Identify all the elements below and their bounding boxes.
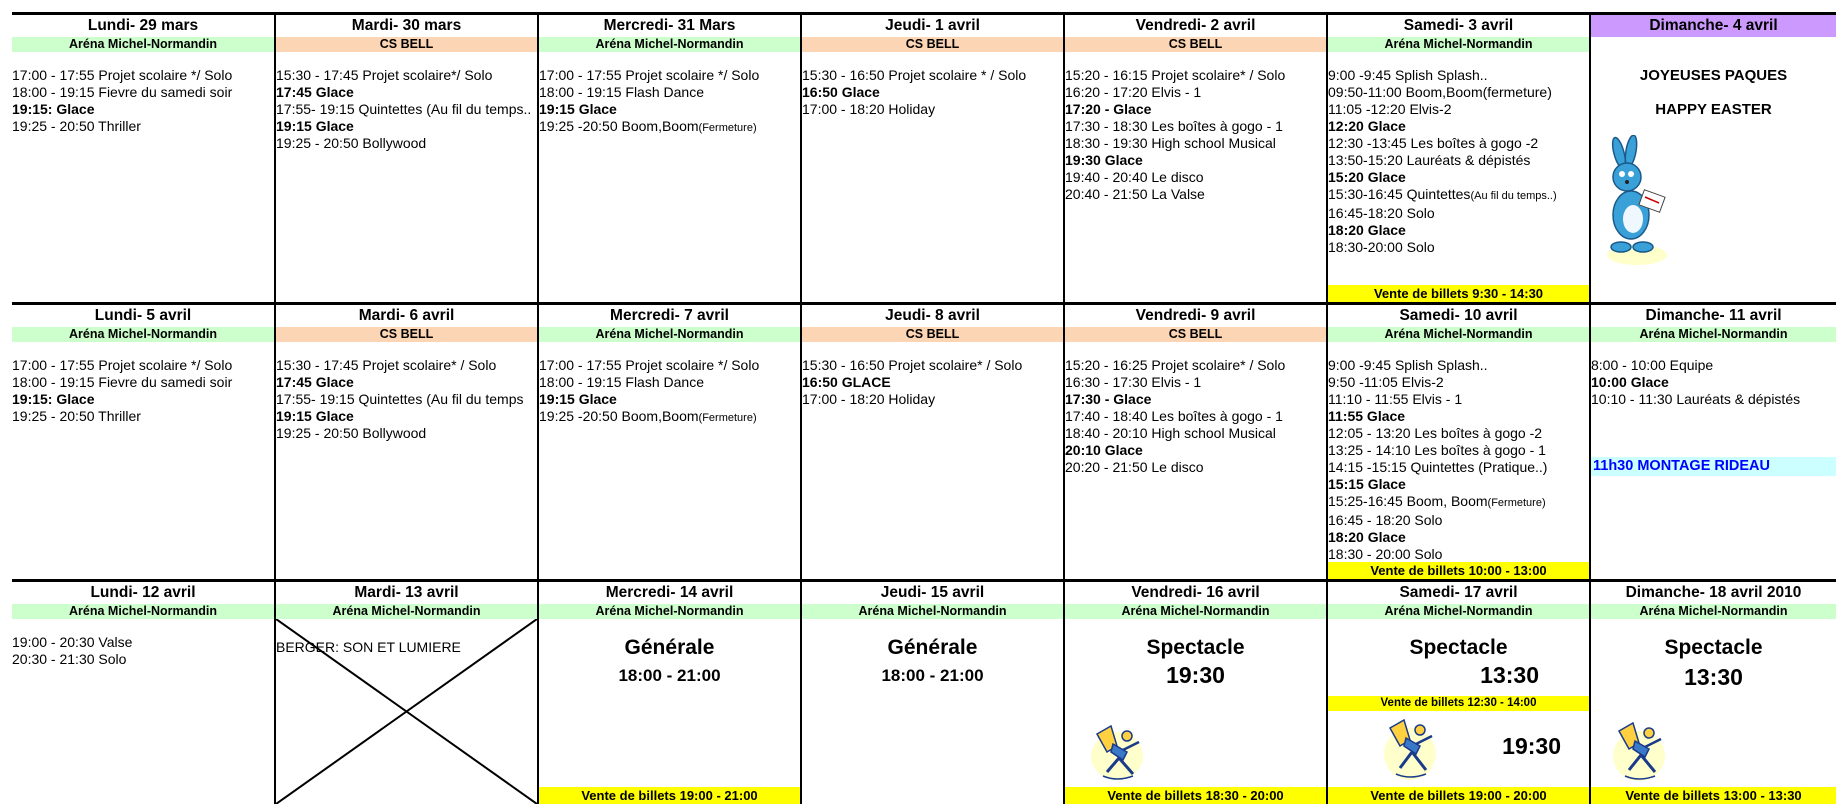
- day-mardi-13-avril: [274, 582, 537, 804]
- day-samedi-10-avril: [1326, 305, 1589, 579]
- schedule-line: 19:15: Glace: [12, 101, 95, 117]
- schedule-line: 18:00 - 19:15 Fievre du samedi soir: [12, 374, 233, 390]
- schedule-line: 20:20 - 21:50 Le disco: [1065, 459, 1204, 475]
- venue-label: Aréna Michel-Normandin: [1328, 327, 1589, 342]
- event-title: Spectacle: [1409, 636, 1508, 659]
- schedule-line: 19:15 Glace: [539, 391, 617, 407]
- schedule-line: 15:20 Glace: [1328, 169, 1406, 185]
- easter-greeting-en: HAPPY EASTER: [1655, 101, 1772, 118]
- day-header: Jeudi- 1 avril: [885, 17, 980, 34]
- day-header: Samedi- 17 avril: [1399, 584, 1518, 601]
- schedule-line: 15:15 Glace: [1328, 476, 1406, 492]
- day-jeudi-15-avril: [800, 582, 1063, 804]
- week-1: [12, 15, 1836, 302]
- schedule-line: 18:30 - 20:00 Solo: [1328, 546, 1443, 562]
- venue-label: Aréna Michel-Normandin: [1328, 604, 1589, 619]
- schedule-line: 20:40 - 21:50 La Valse: [1065, 186, 1205, 202]
- day-jeudi-1-avril: [800, 15, 1063, 302]
- schedule-line: 19:40 - 20:40 Le disco: [1065, 169, 1204, 185]
- schedule-line: 13:50-15:20 Lauréats & dépistés: [1328, 152, 1531, 168]
- schedule-line: 17:00 - 18:20 Holiday: [802, 391, 936, 407]
- schedule-line: 9:00 -9:45 Splish Splash..: [1328, 357, 1488, 373]
- event-time-matinee: 13:30: [1480, 662, 1539, 688]
- day-header: Lundi- 5 avril: [94, 307, 192, 324]
- schedule-line: 15:30 - 17:45 Projet scolaire* / Solo: [276, 357, 497, 373]
- event-title: Spectacle: [1146, 636, 1245, 659]
- event-time: 13:30: [1684, 664, 1743, 690]
- schedule-line: 17:00 - 17:55 Projet scolaire */ Solo: [539, 67, 760, 83]
- day-header: Mercredi- 14 avril: [605, 584, 734, 601]
- schedule-line: 12:30 -13:45 Les boîtes à gogo -2: [1328, 135, 1539, 151]
- schedule-line: 10:00 Glace: [1591, 374, 1669, 390]
- dancer-icon: [1605, 718, 1669, 784]
- schedule-line: 17:20 - Glace: [1065, 101, 1152, 117]
- schedule-line: 17:55- 19:15 Quintettes (Au fil du temps: [276, 391, 524, 407]
- day-dimanche-18-avril: [1589, 582, 1836, 804]
- schedule-line: 15:30-16:45 Quintettes(Au fil du temps..): [1328, 186, 1557, 202]
- day-lundi-5-avril: [12, 305, 274, 579]
- venue-label: Aréna Michel-Normandin: [539, 327, 800, 342]
- day-header: Dimanche- 18 avril 2010: [1625, 584, 1802, 601]
- schedule-line: 15:25-16:45 Boom, Boom(Fermeture): [1328, 493, 1546, 509]
- day-mardi-6-avril: [274, 305, 537, 579]
- schedule-line: 9:00 -9:45 Splish Splash..: [1328, 67, 1488, 83]
- venue-label: Aréna Michel-Normandin: [12, 327, 274, 342]
- day-header: Samedi- 10 avril: [1399, 307, 1518, 324]
- ticket-sales-banner: Vente de billets 10:00 - 13:00: [1328, 562, 1589, 579]
- ticket-sales-banner: Vente de billets 13:00 - 13:30: [1591, 787, 1836, 804]
- schedule-line: 20:10 Glace: [1065, 442, 1143, 458]
- schedule-line: 19:25 - 20:50 Thriller: [12, 118, 141, 134]
- day-header: Mardi- 13 avril: [354, 584, 459, 601]
- event-time: 18:00 - 21:00: [881, 666, 984, 685]
- ticket-sales-banner: Vente de billets 18:30 - 20:00: [1065, 787, 1326, 804]
- venue-label: CS BELL: [276, 327, 537, 342]
- day-vendredi-2-avril: [1063, 15, 1326, 302]
- schedule-line: 16:20 - 17:20 Elvis - 1: [1065, 84, 1202, 100]
- schedule-line: 13:25 - 14:10 Les boîtes à gogo - 1: [1328, 442, 1546, 458]
- day-mardi-30-mars: [274, 15, 537, 302]
- dancer-icon: [1376, 714, 1440, 784]
- day-header: Lundi- 12 avril: [90, 584, 196, 601]
- schedule-line: 17:55- 19:15 Quintettes (Au fil du temps..: [276, 101, 532, 117]
- schedule-line: 18:20 Glace: [1328, 222, 1406, 238]
- schedule-line: 19:25 - 20:50 Bollywood: [276, 135, 427, 151]
- venue-label: Aréna Michel-Normandin: [1328, 37, 1589, 52]
- schedule-line: 17:00 - 18:20 Holiday: [802, 101, 936, 117]
- venue-label: Aréna Michel-Normandin: [12, 604, 274, 619]
- day-header: Jeudi- 15 avril: [880, 584, 985, 601]
- venue-label: Aréna Michel-Normandin: [802, 604, 1063, 619]
- day-mercredi-31-mars: [537, 15, 800, 302]
- schedule-line: 19:15 Glace: [276, 408, 354, 424]
- day-lundi-29-mars: [12, 15, 274, 302]
- schedule-line: 11:10 - 11:55 Elvis - 1: [1328, 391, 1463, 407]
- schedule-line: 17:30 - Glace: [1065, 391, 1152, 407]
- easter-greeting-fr: JOYEUSES PAQUES: [1639, 67, 1788, 84]
- day-vendredi-9-avril: [1063, 305, 1326, 579]
- venue-label: Aréna Michel-Normandin: [276, 604, 537, 619]
- ticket-sales-banner: Vente de billets 19:00 - 21:00: [539, 787, 800, 804]
- calendar-grid: [12, 12, 1836, 801]
- venue-label: Aréna Michel-Normandin: [539, 37, 800, 52]
- event-time-evening: 19:30: [1502, 733, 1561, 759]
- schedule-line: 18:00 - 19:15 Fievre du samedi soir: [12, 84, 233, 100]
- venue-label: CS BELL: [276, 37, 537, 52]
- schedule-line: 17:45 Glace: [276, 84, 354, 100]
- day-lundi-12-avril: [12, 582, 274, 804]
- day-dimanche-11-avril: [1589, 305, 1836, 579]
- day-header: Mercredi- 31 Mars: [603, 17, 736, 34]
- venue-label: CS BELL: [1065, 37, 1326, 52]
- schedule-line: 16:50 GLACE: [802, 374, 891, 390]
- dancer-icon: [1083, 722, 1147, 784]
- event-title: Générale: [624, 636, 715, 659]
- event-time: 18:00 - 21:00: [618, 666, 721, 685]
- day-header: Vendredi- 2 avril: [1135, 17, 1256, 34]
- venue-label: Aréna Michel-Normandin: [1065, 604, 1326, 619]
- schedule-line: 17:00 - 17:55 Projet scolaire */ Solo: [12, 67, 233, 83]
- venue-label: CS BELL: [802, 327, 1063, 342]
- cancelled-cross-mark: [276, 619, 537, 804]
- day-header: Mardi- 6 avril: [358, 307, 455, 324]
- venue-label: CS BELL: [1065, 327, 1326, 342]
- schedule-line: 09:50-11:00 Boom,Boom(fermeture): [1328, 84, 1552, 100]
- day-header: Mercredi- 7 avril: [610, 307, 729, 324]
- schedule-line: 15:20 - 16:15 Projet scolaire* / Solo: [1065, 67, 1286, 83]
- day-header: Dimanche- 11 avril: [1645, 307, 1782, 324]
- venue-label: Aréna Michel-Normandin: [1591, 604, 1836, 619]
- schedule-line: 19:25 - 20:50 Bollywood: [276, 425, 427, 441]
- day-samedi-3-avril: [1326, 15, 1589, 302]
- schedule-line: 18:00 - 19:15 Flash Dance: [539, 374, 704, 390]
- schedule-line: 15:30 - 16:50 Projet scolaire * / Solo: [802, 67, 1027, 83]
- schedule-line: 12:05 - 13:20 Les boîtes à gogo -2: [1328, 425, 1543, 441]
- day-header: Jeudi- 8 avril: [885, 307, 980, 324]
- schedule-line: 19:15 Glace: [276, 118, 354, 134]
- day-samedi-17-avril: [1326, 582, 1589, 804]
- schedule-line: 15:30 - 16:50 Projet scolaire* / Solo: [802, 357, 1023, 373]
- schedule-line: 14:15 -15:15 Quintettes (Pratique..): [1328, 459, 1548, 475]
- schedule-line: 17:40 - 18:40 Les boîtes à gogo - 1: [1065, 408, 1283, 424]
- schedule-line: 17:00 - 17:55 Projet scolaire */ Solo: [12, 357, 233, 373]
- schedule-line: 20:30 - 21:30 Solo: [12, 651, 127, 667]
- schedule-line: 11:55 Glace: [1328, 408, 1406, 424]
- schedule-line: 19:15: Glace: [12, 391, 95, 407]
- schedule-line: 19:25 -20:50 Boom,Boom(Fermeture): [539, 408, 757, 424]
- schedule-line: 17:45 Glace: [276, 374, 354, 390]
- schedule-line: 10:10 - 11:30 Lauréats & dépistés: [1591, 391, 1801, 407]
- schedule-line: 18:00 - 19:15 Flash Dance: [539, 84, 704, 100]
- ticket-sales-banner-matinee: Vente de billets 12:30 - 14:00: [1328, 696, 1589, 711]
- venue-label: CS BELL: [802, 37, 1063, 52]
- day-dimanche-4-avril: [1589, 15, 1836, 302]
- schedule-line: 16:30 - 17:30 Elvis - 1: [1065, 374, 1202, 390]
- day-header: Samedi- 3 avril: [1403, 17, 1514, 34]
- day-mercredi-14-avril: [537, 582, 800, 804]
- schedule-line: 16:50 Glace: [802, 84, 880, 100]
- schedule-line: 18:30-20:00 Solo: [1328, 239, 1435, 255]
- schedule-line: 16:45-18:20 Solo: [1328, 205, 1435, 221]
- venue-label: Aréna Michel-Normandin: [1591, 327, 1836, 342]
- day-header: Vendredi- 9 avril: [1135, 307, 1256, 324]
- day-jeudi-8-avril: [800, 305, 1063, 579]
- day-header: Dimanche- 4 avril: [1591, 15, 1836, 37]
- week-3: [12, 582, 1836, 804]
- montage-rideau-note: 11h30 MONTAGE RIDEAU: [1591, 457, 1836, 476]
- event-time: 19:30: [1166, 662, 1225, 688]
- venue-label: Aréna Michel-Normandin: [539, 604, 800, 619]
- day-mercredi-7-avril: [537, 305, 800, 579]
- event-title: Générale: [887, 636, 978, 659]
- day-header: Mardi- 30 mars: [351, 17, 462, 34]
- easter-bunny-icon: [1597, 135, 1677, 270]
- day-header: Lundi- 29 mars: [87, 17, 199, 34]
- schedule-line: 8:00 - 10:00 Equipe: [1591, 357, 1714, 373]
- schedule-line: 9:50 -11:05 Elvis-2: [1328, 374, 1444, 390]
- schedule-line: 19:25 -20:50 Boom,Boom(Fermeture): [539, 118, 757, 134]
- venue-label: Aréna Michel-Normandin: [12, 37, 274, 52]
- schedule-line: 19:25 - 20:50 Thriller: [12, 408, 141, 424]
- schedule-line: 11:05 -12:20 Elvis-2: [1328, 101, 1452, 117]
- schedule-line: BERGER: SON ET LUMIERE: [276, 639, 461, 655]
- schedule-line: 12:20 Glace: [1328, 118, 1406, 134]
- schedule-line: 18:40 - 20:10 High school Musical: [1065, 425, 1276, 441]
- schedule-line: 18:20 Glace: [1328, 529, 1406, 545]
- schedule-line: 17:30 - 18:30 Les boîtes à gogo - 1: [1065, 118, 1283, 134]
- event-title: Spectacle: [1664, 636, 1763, 659]
- ticket-sales-banner: Vente de billets 9:30 - 14:30: [1328, 285, 1589, 302]
- schedule-line: 15:30 - 17:45 Projet scolaire*/ Solo: [276, 67, 493, 83]
- schedule-line: 17:00 - 17:55 Projet scolaire */ Solo: [539, 357, 760, 373]
- schedule-line: 19:00 - 20:30 Valse: [12, 634, 133, 650]
- day-header: Vendredi- 16 avril: [1131, 584, 1260, 601]
- week-2: [12, 305, 1836, 579]
- day-vendredi-16-avril: [1063, 582, 1326, 804]
- schedule-line: 16:45 - 18:20 Solo: [1328, 512, 1443, 528]
- ticket-sales-banner: Vente de billets 19:00 - 20:00: [1328, 787, 1589, 804]
- schedule-line: 15:20 - 16:25 Projet scolaire* / Solo: [1065, 357, 1286, 373]
- schedule-line: 19:30 Glace: [1065, 152, 1143, 168]
- schedule-line: 19:15 Glace: [539, 101, 617, 117]
- schedule-line: 18:30 - 19:30 High school Musical: [1065, 135, 1276, 151]
